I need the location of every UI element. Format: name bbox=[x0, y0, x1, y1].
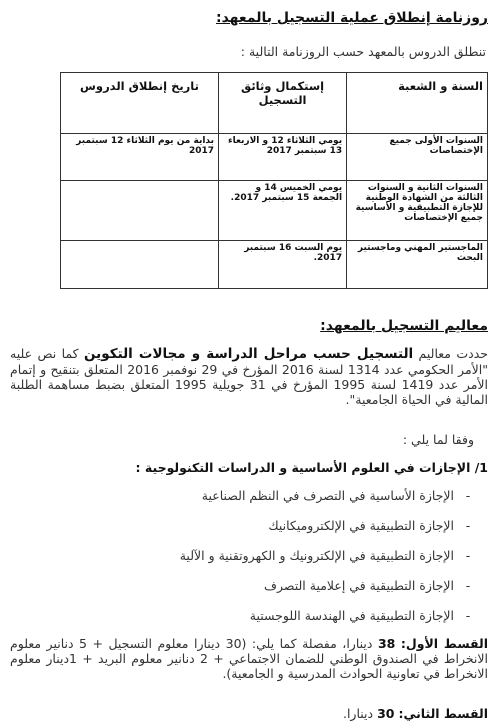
table-cell: السنوات الأولى جميع الإختصاصات bbox=[347, 134, 488, 181]
dash-bullet-icon: - bbox=[465, 518, 471, 533]
installment-1-text: دينارا، مفصلة كما يلي: (30 دينارا معلوم التسجيل + 5 دنانير معلوم الانخراط في الصندوق الوطني للضمان الاجتماعي + 2 دنانير معلوم البريد + 1دينار معلوم الانخراط في تعاونية الحوادث المدرسية و الجامعية). bbox=[10, 636, 488, 681]
list-item bbox=[180, 518, 482, 548]
list-item bbox=[180, 578, 482, 608]
list-item bbox=[180, 488, 482, 518]
section-heading: 1/ الإجازات في العلوم الأساسية و الدراسات التكنولوجية : bbox=[135, 460, 488, 475]
table-cell bbox=[61, 241, 219, 289]
dash-bullet-icon: - bbox=[465, 578, 471, 593]
installment-2 bbox=[343, 706, 488, 721]
table-header-row bbox=[61, 73, 488, 134]
schedule-heading: روزنامة إنطلاق عملية التسجيل بالمعهد: bbox=[215, 10, 488, 26]
fees-paragraph bbox=[10, 346, 488, 407]
installment-1 bbox=[10, 636, 488, 681]
degree-list bbox=[180, 488, 482, 638]
installment-2-text: دينارا. bbox=[342, 706, 378, 721]
schedule-intro: تنطلق الدروس بالمعهد حسب الروزنامة التالية : bbox=[240, 44, 486, 59]
table-row bbox=[61, 134, 488, 181]
table-header-cell: تاريخ إنطلاق الدروس bbox=[61, 73, 219, 134]
list-item bbox=[180, 548, 482, 578]
dash-bullet-icon: - bbox=[465, 488, 471, 503]
installment-1-amount: 38 bbox=[377, 636, 396, 651]
fees-text-part2: كما نص عليه "الأمر الحكومي عدد 1314 لسنة 2016 المؤرخ في 29 نوفمبر 2016 المتعلق بتنقيح و إتمام الأمر عدد 1419 لسنة 1995 المؤرخ في 31 جويلية 1995 المتعلق بضبط مساهمة الطلبة المالية في الحياة الجامعية". bbox=[10, 346, 489, 407]
table-cell: بداية من يوم الثلاثاء 12 سبتمبر 2017 bbox=[61, 134, 219, 181]
table-cell: يومي الثلاثاء 12 و الاربعاء 13 سبتمبر 2017 bbox=[219, 134, 347, 181]
degree-label: الإجازة التطبيقية في الهندسة اللوجستية bbox=[249, 608, 454, 623]
table-row bbox=[61, 181, 488, 241]
degree-label: الإجازة التطبيقية في الإلكترونيك و الكهروتقنية و الآلية bbox=[179, 548, 454, 563]
table-header-cell: السنة و الشعبة bbox=[347, 73, 488, 134]
fees-text-part1: حددت معاليم bbox=[413, 346, 488, 361]
degree-label: الإجازة التطبيقية في الإلكتروميكانيك bbox=[268, 518, 454, 533]
accordingly-text: وفقا لما يلي : bbox=[402, 432, 474, 447]
degree-label: الإجازة الأساسية في التصرف في النظم الصناعية bbox=[201, 488, 454, 503]
table-cell: الماجستير المهني وماجستير البحث bbox=[347, 241, 488, 289]
table-cell: يوم السبت 16 سبتمبر 2017. bbox=[219, 241, 347, 289]
installment-2-amount: 30 bbox=[377, 706, 395, 721]
installment-1-label: القسط الأول: bbox=[400, 636, 489, 651]
dash-bullet-icon: - bbox=[465, 608, 471, 623]
schedule-table bbox=[60, 72, 488, 289]
table-cell: السنوات الثانية و السنوات الثالثة من الشهادة الوطنية للإجازة التطبيقية و الأساسية جميع الإختصاصات bbox=[347, 181, 488, 241]
table-row bbox=[61, 241, 488, 289]
table-header-cell: إستكمال وثائق التسجيل bbox=[219, 73, 347, 134]
table-cell: يومي الخميس 14 و الجمعة 15 سبتمبر 2017. bbox=[219, 181, 347, 241]
fees-heading: معاليم التسجيل بالمعهد: bbox=[320, 318, 488, 334]
degree-label: الإجازة التطبيقية في إعلامية التصرف bbox=[264, 578, 454, 593]
fees-text-bold: التسجيل حسب مراحل الدراسة و مجالات التكوين bbox=[84, 346, 414, 362]
dash-bullet-icon: - bbox=[465, 548, 471, 563]
table-cell bbox=[61, 181, 219, 241]
installment-2-label: القسط الثاني: bbox=[398, 706, 488, 721]
list-item bbox=[180, 608, 482, 638]
